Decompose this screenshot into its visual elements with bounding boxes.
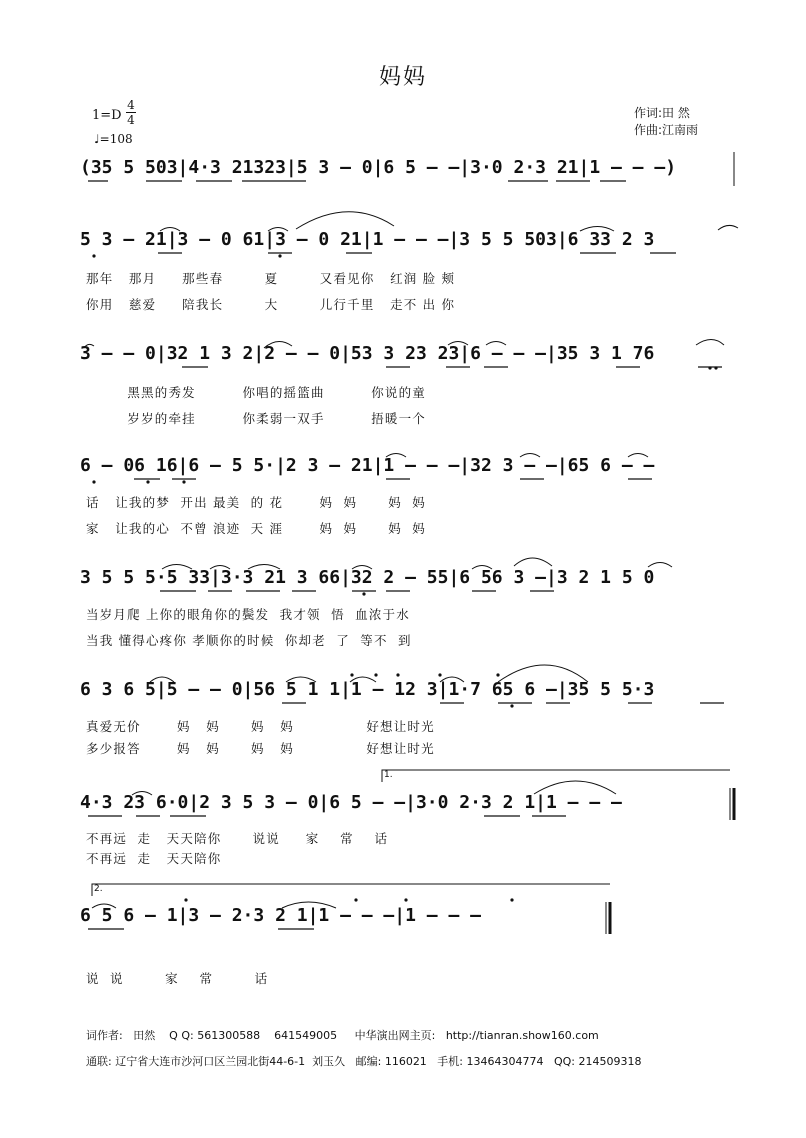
lyrics-verse2-system-3: 岁岁的牵挂 你柔弱一双手 捂暖一个 <box>86 411 427 426</box>
footer-author-info: 词作者: 田然 Q Q: 561300588 641549005 中华演出网主页: http://tianran.show160.com <box>86 1029 599 1042</box>
notation-system-4: 6 – 06 16|6 – 5 5·|2 3 – 21|1 – – –|32 3 – –|65 6 – – <box>80 455 655 476</box>
song-title: 妈妈 <box>378 65 427 90</box>
notation-system-7: 4·3 23 6·0|2 3 5 3 – 0|6 5 – –|3·0 2·3 2 1|1 – – – <box>80 792 622 813</box>
volta-second-label: 2. <box>94 884 103 894</box>
slur-arcs <box>84 212 738 908</box>
lyrics-verse2-system-4: 家 让我的心 不曾 浪迹 天 涯 妈 妈 妈 妈 <box>86 521 427 536</box>
lyrics-verse2-system-2: 你用 慈爱 陪我长 大 儿行千里 走不 出 你 <box>86 297 456 312</box>
composer-credit: 作曲:江南雨 <box>634 123 699 137</box>
lyrics-verse1-system-5: 当岁月爬 上你的眼角你的鬓发 我才领 悟 血浓于水 <box>86 607 410 622</box>
notation-system-1: (35 5 503|4·3 21323|5 3 – 0|6 5 – –|3·0 2·3 21|1 – – –) <box>80 157 677 178</box>
time-signature-top: 4 <box>127 98 135 112</box>
final-barlines <box>606 788 734 934</box>
lyrics-verse2-system-7: 不再远 走 天天陪你 <box>86 851 222 866</box>
notation-system-6: 6 3 6 5|5 – – 0|56 5 1 1|1 – 12 3|1·7 65 6 –|35 5 5·3 <box>80 679 655 700</box>
lyrics-verse1-system-6: 真爱无价 妈 妈 妈 妈 好想让时光 <box>86 719 435 734</box>
beam-lines <box>88 181 724 929</box>
lyrics-verse1-system-3: 黑黑的秀发 你唱的摇篮曲 你说的童 <box>86 385 427 400</box>
key-signature: 1=D <box>92 108 122 123</box>
notation-system-3: 3 – – 0|32 1 3 2|2 – – 0|53 3 23 23|6 – – –|35 3 1 76 <box>80 343 655 364</box>
lyrics-verse1-system-7: 不再远 走 天天陪你 说说 家 常 话 <box>86 831 389 846</box>
lyrics-verse1-system-4: 话 让我的梦 开出 最美 的 花 妈 妈 妈 妈 <box>86 495 427 510</box>
notation-system-2: 5 3 – 21|3 – 0 61|3 – 0 21|1 – – –|3 5 5 503|6 33 2 3 <box>80 229 655 250</box>
lyricist-credit: 作词:田 然 <box>634 106 690 120</box>
time-signature-bottom: 4 <box>127 113 135 127</box>
lyrics-verse1-system-8: 说 说 家 常 话 <box>86 971 269 986</box>
lyrics-verse2-system-5: 当我 懂得心疼你 孝顺你的时候 你却老 了 等不 到 <box>86 633 412 648</box>
lyrics-verse1-system-2: 那年 那月 那些春 夏 又看见你 红润 脸 颊 <box>86 271 456 286</box>
tempo-value: =108 <box>99 132 133 146</box>
footer-contact-info: 通联: 辽宁省大连市沙河口区兰园北街44-6-1 刘玉久 邮编: 116021 手机: 13464304774 QQ: 214509318 <box>86 1055 642 1068</box>
quarter-note-icon: ♩ <box>94 132 100 146</box>
notation-system-8: 6 5 6 – 1|3 – 2·3 2 1|1 – – –|1 – – – <box>80 905 481 926</box>
volta-first-label: 1. <box>384 770 393 780</box>
octave-dots <box>92 254 717 901</box>
lyrics-verse2-system-6: 多少报答 妈 妈 妈 妈 好想让时光 <box>86 741 435 756</box>
notation-system-5: 3 5 5 5·5 33|3·3 21 3 66|32 2 – 55|6 56 3 –|3 2 1 5 0 <box>80 567 655 588</box>
volta-brackets <box>92 770 730 896</box>
